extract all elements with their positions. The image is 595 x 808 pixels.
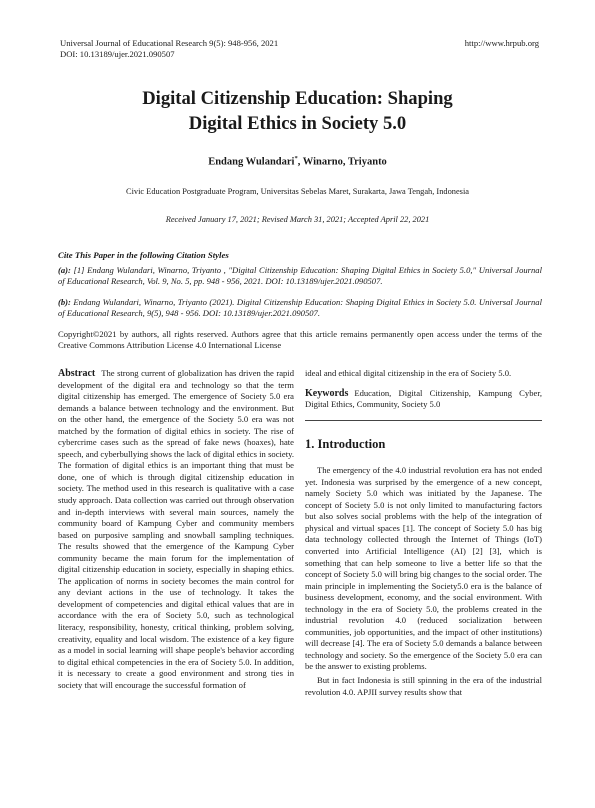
citation-a-label: (a): (58, 265, 71, 275)
citation-style-a (58, 265, 542, 287)
journal-citation-line: Universal Journal of Educational Research 9(5): 948-956, 2021 (60, 38, 279, 48)
abstract-continued: ideal and ethical digital citizenship in the era of Society 5.0. (305, 368, 512, 378)
abstract-label: Abstract (58, 368, 96, 379)
left-column (58, 368, 294, 691)
affiliation: Civic Education Postgraduate Program, Universitas Sebelas Maret, Surakarta, Jawa Tengah, Indonesia (125, 187, 469, 196)
introduction-paragraph-1: The emergency of the 4.0 industrial revolution era has not ended yet. Indonesia was surprised by the emergence of a new concept, namely Society 5.0 which was initiated by the Japanese. The concept of Society 5.0 is not only limited to manufacturing factors but also solves social problems with the help of the integration of physical and virtual spaces [1]. The concept of Society 5.0 has big data technology collected through the Internet of Things (IoT) converted into Artificial Intelligence (AI) [2] [3], which is something that can help someone to live a better life so that the concept of Society 5.0 will bring big changes to the social order. The main principle in implementing the Society5.0 era is the balance of business development, economy, and the social environment. With technology in the era of Society 5.0, the problems created in the industrial revolution 4.0 (reduced socialization between communities, job opportunities, and the impact of other institutions) will decrease [4]. The era of Society 5.0 demands a balance between technology and society. So the emergence of the Society 5.0 era can be the answer to existing problems. (305, 465, 542, 672)
other-authors: , Winarno, Triyanto (297, 156, 387, 168)
title-line-2: Digital Ethics in Society 5.0 (188, 113, 407, 134)
corresponding-mark: * (294, 155, 298, 162)
introduction-paragraph-2: But in fact Indonesia is still spinning in the era of the industrial revolution 4.0. APJII survey results show that (305, 675, 542, 697)
submission-dates: Received January 17, 2021; Revised March 31, 2021; Accepted April 22, 2021 (165, 215, 430, 224)
keywords-text: Education, Digital Citizenship, Kampung Cyber, Digital Ethics, Community, Society 5.0 (305, 387, 542, 410)
abstract-text: The strong current of globalization has driven the rapid development of the digital era and technology so that the term digital citizenship has emerged. The emergence of Society 5.0 era demands a balance between technology and the environment. But on the other hand, the emergence of the Society 5.0 era was not matched by the formation of digital ethics in society. The rise of cybercrime cases such as the spread of fake news (hoaxes), hate speech, and cyberbullying shows the lack of digital ethics in society. The formation of digital ethics is an important thing that must be done, one of which is through digital citizenship education in society. The method used in this research is qualitative with a case study approach. Data collection was carried out through observation and in-depth interviews with several main sources, namely the community board of Kampung Cyber and community members based on purposive sampling and snowball sampling techniques. The results showed that the emergence of the Kampung Cyber community became the main forum for the implementation of digital citizenship education in society, especially in shaping ethics. The application of norms in society becomes the main control for any deviant actions in the use of technology. It takes the development of competencies and digital ethical values that are in accordance with the era of Society 5.0, such as technological literacy, responsibility, honesty, critical thinking, problem solving, creativity, equality and local wisdom. The existence of a key figure as a model in social learning will shape people's behavior according to digital ethical competencies in the era of Society 5.0. In addition, it is necessary to create a good environment and strong ties in society that will encourage the successful formation of (58, 368, 294, 690)
publisher-url[interactable]: http://www.hrpub.org (464, 38, 539, 48)
introduction-heading: 1. Introduction (305, 436, 386, 451)
citation-heading: Cite This Paper in the following Citation Styles (58, 250, 229, 260)
abstract (58, 368, 294, 691)
paper-title (0, 86, 595, 136)
first-author: Endang Wulandari (208, 156, 295, 168)
citation-b-text: Endang Wulandari, Winarno, Triyanto (2021). Digital Citizenship Education: Shaping Digital Ethics in Society 5.0. Universal Journal of Educational Research, 9(5), 948 - 956. DOI: 10.13189/ujer.2021.090507. (58, 297, 542, 318)
keywords-label: Keywords (305, 387, 349, 399)
right-column (305, 368, 542, 698)
citation-a-text: [1] Endang Wulandari, Winarno, Triyanto , "Digital Citizenship Education: Shaping Digital Ethics in Society 5.0," Universal Journal of Educational Research, Vol. 9, No. 5, pp. 948 - 956, 2021. DOI: 10.13189/ujer.2021.090507. (58, 265, 542, 286)
keywords (305, 388, 542, 411)
section-divider (305, 420, 542, 421)
running-header (60, 38, 539, 60)
author-list (0, 155, 595, 168)
doi-line: DOI: 10.13189/ujer.2021.090507 (60, 49, 175, 59)
title-line-1: Digital Citizenship Education: Shaping (142, 88, 453, 109)
copyright-notice: Copyright©2021 by authors, all rights reserved. Authors agree that this article remains permanently open access under the terms of the Creative Commons Attribution License 4.0 International License (58, 329, 542, 350)
citation-b-label: (b): (58, 297, 71, 307)
citation-style-b (58, 297, 542, 319)
